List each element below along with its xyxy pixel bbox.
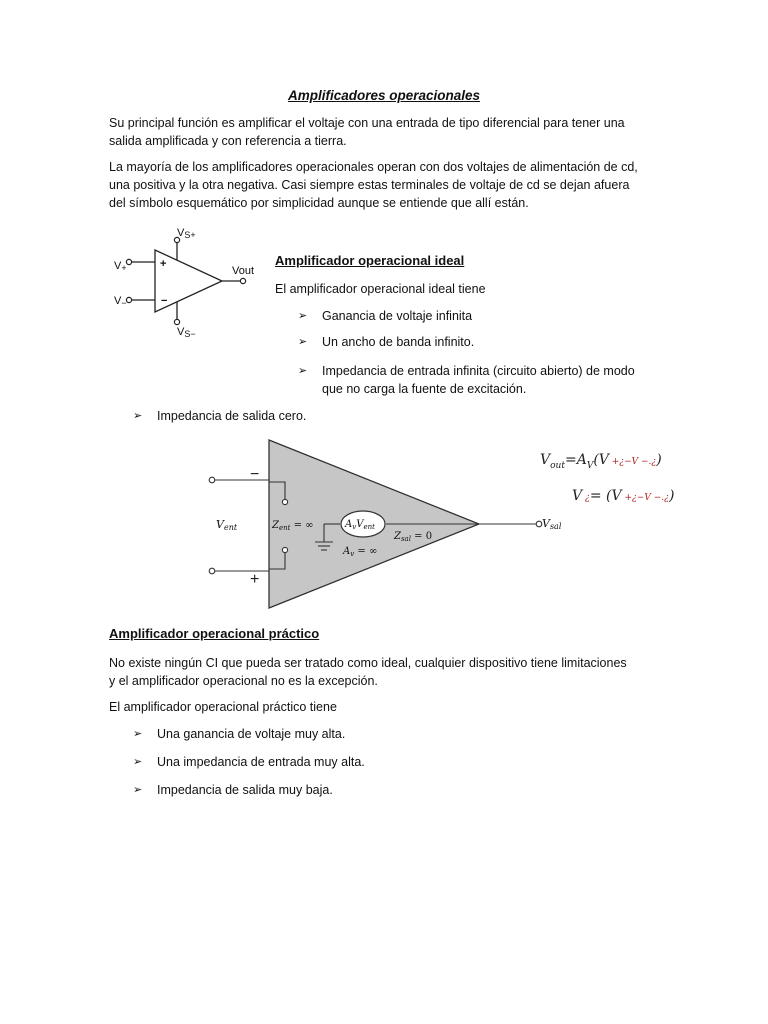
text-line: Su principal función es amplificar el voltaje con una entrada de tipo diferencial para tener una [109,116,625,130]
v-sal-label: Vsal [542,517,562,531]
text-line: del símbolo esquemático por simplicidad aunque se entiende que allí están. [109,196,529,210]
gain-label: $A_v$ = ∞ [343,546,378,558]
ideal-bullet-1 [298,307,698,325]
ideal-intro: El amplificador operacional ideal tiene [275,282,486,296]
ideal-bullet-2 [298,333,698,351]
text-line: y el amplificador operacional no es la excepción. [109,674,378,688]
source-label: $A_vV_{ent}$ [345,519,375,531]
bullet-arrow-icon: ➢ [298,365,308,377]
v-minus-label: V− [114,295,127,308]
practical-bullet-1 [133,725,533,743]
bullet-arrow-icon: ➢ [133,728,143,740]
text-line: No existe ningún CI que pueda ser tratado como ideal, cualquier dispositivo tiene limitaciones [109,656,627,670]
page-title: Amplificadores operacionales [287,88,481,103]
practical-paragraph [109,654,669,690]
practical-bullet-2 [133,753,533,771]
bullet-arrow-icon: ➢ [298,336,308,348]
z-ent-label: $Z_{ent}$ = ∞ [272,520,314,532]
practical-intro: El amplificador operacional práctico tiene [109,700,337,714]
ideal-bullet-4 [133,407,533,425]
text-line: La mayoría de los amplificadores operacionales operan con dos voltajes de alimentación de cd, [109,160,638,174]
practical-bullet-3 [133,781,533,799]
formula-vdiff: V ¿= (V +¿−V −.¿) [572,488,675,504]
diagram-minus-sign: − [250,466,260,483]
v-ent-label: Vent [216,518,238,532]
minus-sign: − [161,295,168,307]
bullet-arrow-icon: ➢ [133,784,143,796]
bullet-arrow-icon: ➢ [298,310,308,322]
bullet-text: Un ancho de banda infinito. [322,335,475,349]
text-line: salida amplificada y con referencia a tierra. [109,134,347,148]
plus-sign: + [160,258,167,270]
formula-vout: $V_{out}=A_V(V$ +¿−V −.¿) [540,452,662,471]
vs-plus-label: VS+ [177,227,196,240]
ideal-bullet-3 [298,362,698,398]
text-line: una positiva y la otra negativa. Casi siempre estas terminales de voltaje de cd se dejan afuera [109,178,630,192]
bullet-text: Impedancia de salida cero. [157,409,307,423]
diagram-plus-sign: + [250,571,260,588]
ideal-heading: Amplificador operacional ideal [275,253,465,268]
bullet-text: Una impedancia de entrada muy alta. [157,755,365,769]
ideal-opamp-diagram [200,432,570,612]
bullet-text: Impedancia de salida muy baja. [157,783,333,797]
v-plus-label: V+ [114,260,127,273]
intro-paragraph-2 [109,158,669,212]
bullet-arrow-icon: ➢ [133,410,143,422]
intro-paragraph-1 [109,114,669,150]
bullet-text: Ganancia de voltaje infinita [322,309,473,323]
bullet-text: Impedancia de entrada infinita (circuito abierto) de modo [322,364,635,378]
z-sal-label: $Z_{sal} = 0$ [394,531,433,543]
practical-heading: Amplificador operacional práctico [109,626,320,641]
opamp-symbol-diagram [100,222,270,347]
vout-label: Vout [232,265,255,277]
bullet-arrow-icon: ➢ [133,756,143,768]
bullet-text: Una ganancia de voltaje muy alta. [157,727,346,741]
vs-minus-label: VS− [177,326,196,339]
bullet-text: que no carga la fuente de excitación. [322,382,527,396]
